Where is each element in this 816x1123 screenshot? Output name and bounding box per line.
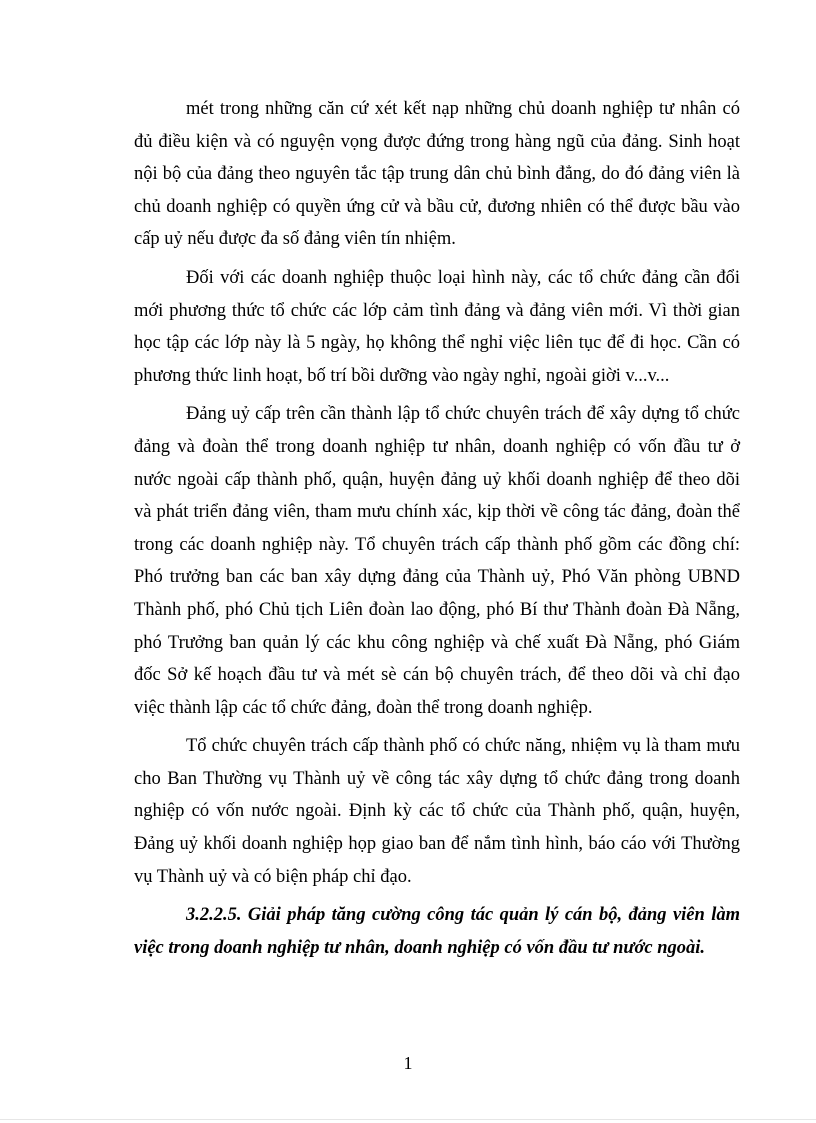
paragraph-3: Đảng uỷ cấp trên cần thành lập tổ chức chuyên trách để xây dựng tổ chức đảng và đoàn thể trong doanh nghiệp tư nhân, doanh nghiệp có vốn đầu tư ở nước ngoài cấp thành phố, quận, huyện đảng uỷ khối doanh nghiệp để theo dõi và phát triển đảng viên, tham mưu chính xác, kịp thời về công tác đảng, đoàn thể trong các doanh nghiệp này. Tổ chuyên trách cấp thành phố gồm các đồng chí: Phó trưởng ban các ban xây dựng đảng của Thành uỷ, Phó Văn phòng UBND Thành phố, phó Chủ tịch Liên đoàn lao động, phó Bí thư Thành đoàn Đà Nẵng, phó Trưởng ban quản lý các khu công nghiệp và chế xuất Đà Nẵng, phó Giám đốc Sở kế hoạch đầu tư và mét sè cán bộ chuyên trách, để theo dõi và chỉ đạo việc thành lập các tổ chức đảng, đoàn thể trong doanh nghiệp. — [134, 404, 740, 718]
body-text — [134, 93, 740, 970]
paragraph-4: Tổ chức chuyên trách cấp thành phố có chức năng, nhiệm vụ là tham mưu cho Ban Thường vụ Thành uỷ về công tác xây dựng tổ chức đảng trong doanh nghiệp có vốn nước ngoài. Định kỳ các tổ chức của Thành phố, quận, huyện, Đảng uỷ khối doanh nghiệp họp giao ban để nắm tình hình, báo cáo với Thường vụ Thành uỷ và có biện pháp chỉ đạo. — [134, 736, 740, 887]
page-number: 1 — [403, 1053, 413, 1073]
paragraph-1: mét trong những căn cứ xét kết nạp những chủ doanh nghiệp tư nhân có đủ điều kiện và có nguyện vọng được đứng trong hàng ngũ của đảng. Sinh hoạt nội bộ của đảng theo nguyên tắc tập trung dân chủ bình đẳng, do đó đảng viên là chủ doanh nghiệp có quyền ứng cử và bầu cử, đương nhiên có thể được bầu vào cấp uỷ nếu được đa số đảng viên tín nhiệm. — [134, 99, 740, 250]
page-bottom-divider — [0, 1119, 816, 1120]
paragraph-2: Đối với các doanh nghiệp thuộc loại hình này, các tổ chức đảng cần đổi mới phương thức tổ chức các lớp cảm tình đảng và đảng viên mới. Vì thời gian học tập các lớp này là 5 ngày, họ không thể nghỉ việc liên tục để đi học. Cần có phương thức linh hoạt, bố trí bồi dưỡng vào ngày nghỉ, ngoài giời v...v... — [134, 267, 740, 386]
section-heading: 3.2.2.5. Giải pháp tăng cường công tác quản lý cán bộ, đảng viên làm việc trong doanh nghiệp tư nhân, doanh nghiệp có vốn đầu tư nước ngoài. — [134, 905, 740, 958]
